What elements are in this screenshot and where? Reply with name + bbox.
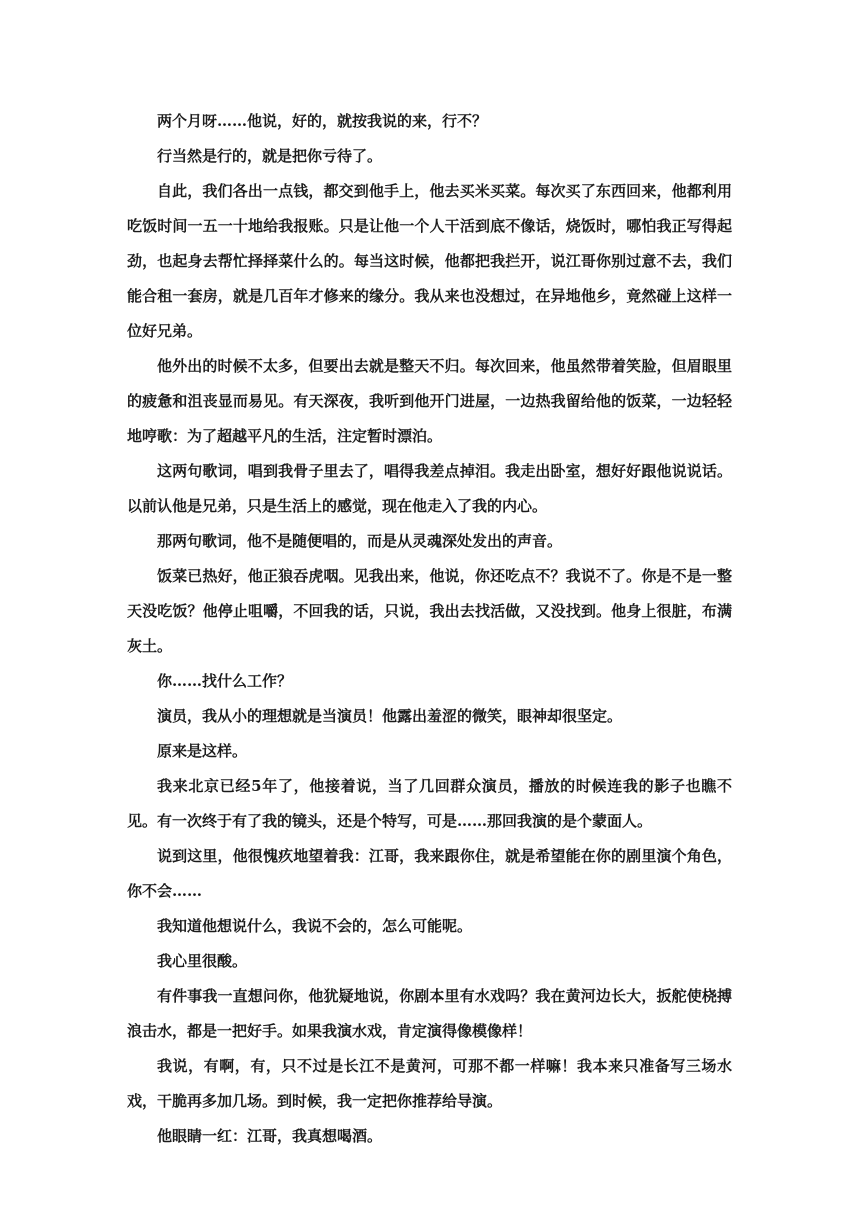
paragraph: 我来北京已经5年了，他接着说，当了几回群众演员，播放的时候连我的影子也瞧不见。有一次终于有了我的镜头，还是个特写，可是……那回我演的是个蒙面人。 — [127, 777, 732, 830]
paragraph: 这两句歌词，唱到我骨子里去了，唱得我差点掉泪。我走出卧室，想好好跟他说说话。以前认他是兄弟，只是生活上的感觉，现在他走入了我的内心。 — [127, 462, 732, 515]
paragraph: 有件事我一直想问你，他犹疑地说，你剧本里有水戏吗？我在黄河边长大，扳舵使桡搏浪击水，都是一把好手。如果我演水戏，肯定演得像模像样！ — [127, 987, 732, 1040]
paragraph: 你……找什么工作？ — [157, 672, 293, 690]
paragraph: 我说，有啊，有，只不过是长江不是黄河，可那不都一样嘛！我本来只准备写三场水戏，干脆再多加几场。到时候，我一定把你推荐给导演。 — [127, 1057, 732, 1110]
paragraph: 行当然是行的，就是把你亏待了。 — [157, 147, 383, 165]
paragraph: 我心里很酸。 — [157, 952, 248, 970]
article-body — [127, 104, 732, 1154]
paragraph: 那两句歌词，他不是随便唱的，而是从灵魂深处发出的声音。 — [157, 532, 563, 550]
paragraph: 饭菜已热好，他正狼吞虎咽。见我出来，他说，你还吃点不？我说不了。你是不是一整天没吃饭？他停止咀嚼，不回我的话，只说，我出去找活做，又没找到。他身上很脏，布满灰土。 — [127, 567, 732, 655]
paragraph: 他眼睛一红：江哥，我真想喝酒。 — [157, 1127, 383, 1145]
paragraph: 说到这里，他很愧疚地望着我：江哥，我来跟你住，就是希望能在你的剧里演个角色，你不会…… — [127, 847, 732, 900]
paragraph: 他外出的时候不太多，但要出去就是整天不归。每次回来，他虽然带着笑脸，但眉眼里的疲惫和沮丧显而易见。有天深夜，我听到他开门进屋，一边热我留给他的饭菜，一边轻轻地哼歌：为了超越平凡的生活，注定暂时漂泊。 — [127, 357, 732, 445]
paragraph: 原来是这样。 — [157, 742, 248, 760]
paragraph: 自此，我们各出一点钱，都交到他手上，他去买米买菜。每次买了东西回来，他都利用吃饭时间一五一十地给我报账。只是让他一个人干活到底不像话，烧饭时，哪怕我正写得起劲，也起身去帮忙择择菜什么的。每当这时候，他都把我拦开，说江哥你别过意不去，我们能合租一套房，就是几百年才修来的缘分。我从来也没想过，在异地他乡，竟然碰上这样一位好兄弟。 — [127, 182, 732, 340]
paragraph: 我知道他想说什么，我说不会的，怎么可能呢。 — [157, 917, 473, 935]
paragraph: 两个月呀……他说，好的，就按我说的来，行不？ — [157, 112, 488, 130]
paragraph: 演员，我从小的理想就是当演员！他露出羞涩的微笑，眼神却很坚定。 — [157, 707, 623, 725]
